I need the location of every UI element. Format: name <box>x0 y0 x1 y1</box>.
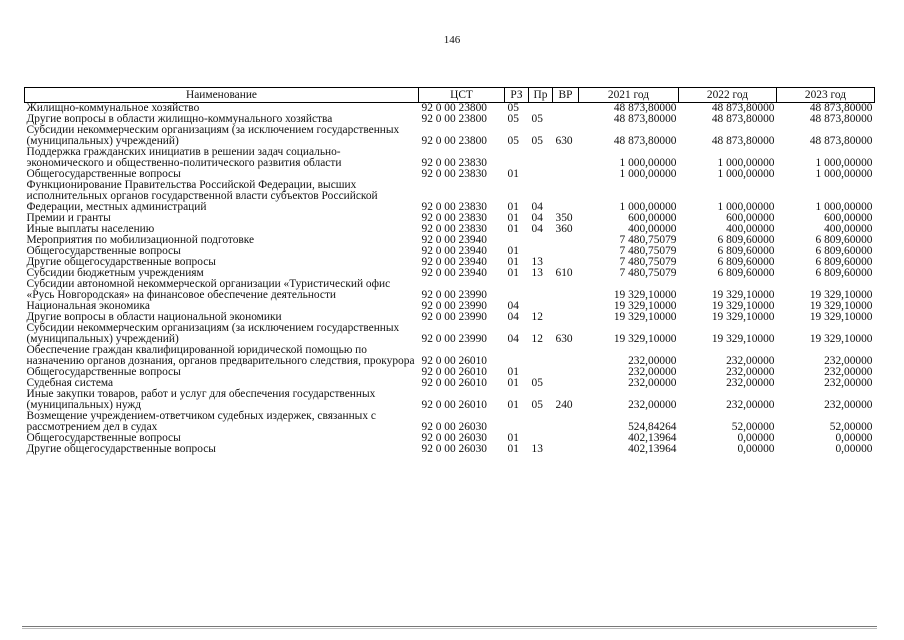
cell-2023: 48 873,80000 <box>809 135 873 147</box>
cell-2021: 48 873,80000 <box>613 113 677 125</box>
table-row <box>25 411 875 433</box>
cell-rz: 04 <box>507 333 519 345</box>
cell-rz: 01 <box>507 399 519 411</box>
cell-pr: 13 <box>531 267 543 279</box>
cell-rz: 01 <box>507 245 519 257</box>
cell-cst: 92 0 00 26030 <box>421 443 487 455</box>
cell-2021: 232,00000 <box>628 366 677 378</box>
cell-2021: 1 000,00000 <box>619 157 677 169</box>
cell-name: Общегосударственные вопросы <box>26 168 181 180</box>
cell-name: Субсидии некоммерческим организациям (за исключением государственных (муниципальных) учреждений) <box>26 124 400 147</box>
cell-cst: 92 0 00 23800 <box>421 102 487 114</box>
header-2023: 2023 год <box>777 88 875 103</box>
cell-name: Жилищно-коммунальное хозяйство <box>26 102 200 114</box>
cell-cst: 92 0 00 23990 <box>421 311 487 323</box>
cell-vr <box>553 235 579 246</box>
cell-vr <box>553 378 579 389</box>
cell-2023: 400,00000 <box>824 223 873 235</box>
cell-rz: 01 <box>507 267 519 279</box>
cell-name: Национальная экономика <box>26 300 150 312</box>
cell-rz: 01 <box>507 432 519 444</box>
cell-cst: 92 0 00 23830 <box>421 168 487 180</box>
cell-rz <box>505 279 529 301</box>
cell-rz: 01 <box>507 223 519 235</box>
cell-2023: 0,00000 <box>835 443 873 455</box>
cell-cst: 92 0 00 23800 <box>421 135 487 147</box>
cell-cst: 92 0 00 26030 <box>421 432 487 444</box>
cell-vr <box>553 279 579 301</box>
cell-cst: 92 0 00 26010 <box>421 366 487 378</box>
cell-2021: 19 329,10000 <box>613 311 677 323</box>
cell-name: Другие общегосударственные вопросы <box>26 443 216 455</box>
cell-2023: 52,00000 <box>829 421 873 433</box>
cell-2021: 7 480,75079 <box>619 267 677 279</box>
table-row <box>25 125 875 147</box>
cell-2022: 6 809,60000 <box>717 245 775 257</box>
cell-2023: 6 809,60000 <box>815 256 873 268</box>
cell-2023: 6 809,60000 <box>815 267 873 279</box>
cell-2023: 19 329,10000 <box>809 289 873 301</box>
cell-2022: 232,00000 <box>726 377 775 389</box>
cell-2023: 0,00000 <box>835 432 873 444</box>
cell-2021: 48 873,80000 <box>613 135 677 147</box>
table-row <box>25 444 875 455</box>
cell-2021: 402,13964 <box>628 432 677 444</box>
cell-2023: 48 873,80000 <box>809 113 873 125</box>
cell-name: Субсидии бюджетным учреждениям <box>26 267 204 279</box>
cell-2022: 48 873,80000 <box>711 113 775 125</box>
header-2022: 2022 год <box>679 88 777 103</box>
cell-cst: 92 0 00 23830 <box>421 157 487 169</box>
cell-2023: 19 329,10000 <box>809 311 873 323</box>
cell-pr <box>529 235 553 246</box>
cell-pr <box>529 147 553 169</box>
cell-2022: 0,00000 <box>737 432 775 444</box>
cell-2021: 232,00000 <box>628 399 677 411</box>
cell-vr <box>553 301 579 312</box>
cell-pr: 04 <box>531 212 543 224</box>
cell-2023: 48 873,80000 <box>809 102 873 114</box>
cell-2023: 19 329,10000 <box>809 333 873 345</box>
cell-vr: 350 <box>555 212 573 224</box>
cell-rz <box>505 345 529 367</box>
table-row <box>25 389 875 411</box>
cell-2021: 7 480,75079 <box>619 234 677 246</box>
cell-cst: 92 0 00 26010 <box>421 355 487 367</box>
cell-2022: 232,00000 <box>726 399 775 411</box>
cell-2021: 7 480,75079 <box>619 256 677 268</box>
cell-name: Иные закупки товаров, работ и услуг для обеспечения государственных (муниципальных) нужд <box>26 388 376 411</box>
cell-2021: 1 000,00000 <box>619 201 677 213</box>
cell-2021: 7 480,75079 <box>619 245 677 257</box>
cell-rz: 01 <box>507 201 519 213</box>
cell-cst: 92 0 00 26010 <box>421 399 487 411</box>
cell-pr: 04 <box>531 223 543 235</box>
table-row <box>25 345 875 367</box>
cell-2022: 19 329,10000 <box>711 300 775 312</box>
header-pr: Пр <box>529 88 553 103</box>
cell-cst: 92 0 00 23990 <box>421 300 487 312</box>
cell-pr <box>529 279 553 301</box>
bottom-rule-shadow <box>22 628 877 629</box>
cell-name: Судебная система <box>26 377 114 389</box>
cell-pr <box>529 345 553 367</box>
cell-2022: 400,00000 <box>726 223 775 235</box>
cell-vr <box>553 411 579 433</box>
cell-vr <box>553 367 579 378</box>
cell-pr: 12 <box>531 333 543 345</box>
cell-rz: 04 <box>507 311 519 323</box>
cell-rz: 05 <box>507 113 519 125</box>
cell-vr <box>553 103 579 115</box>
cell-2021: 232,00000 <box>628 377 677 389</box>
cell-pr: 12 <box>531 311 543 323</box>
cell-cst: 92 0 00 23800 <box>421 113 487 125</box>
cell-rz <box>505 147 529 169</box>
cell-2021: 600,00000 <box>628 212 677 224</box>
cell-rz <box>505 411 529 433</box>
cell-2023: 1 000,00000 <box>815 201 873 213</box>
cell-vr: 610 <box>555 267 573 279</box>
cell-name: Общегосударственные вопросы <box>26 432 181 444</box>
cell-vr <box>553 444 579 455</box>
cell-cst: 92 0 00 23990 <box>421 333 487 345</box>
cell-2023: 6 809,60000 <box>815 234 873 246</box>
cell-vr <box>553 433 579 444</box>
cell-name: Функционирование Правительства Российской Федерации, высших исполнительных органов государственной власти субъектов Российской Федерации, местных администраций <box>26 179 378 213</box>
cell-2023: 232,00000 <box>824 377 873 389</box>
header-rz: РЗ <box>505 88 529 103</box>
budget-table <box>24 87 875 455</box>
cell-cst: 92 0 00 23940 <box>421 245 487 257</box>
cell-vr <box>553 312 579 323</box>
cell-vr <box>553 147 579 169</box>
cell-name: Поддержка гражданских инициатив в решении задач социально-экономического и общественно-политического развития области <box>26 146 342 169</box>
cell-2022: 48 873,80000 <box>711 102 775 114</box>
cell-2022: 1 000,00000 <box>717 201 775 213</box>
cell-pr: 13 <box>531 256 543 268</box>
cell-vr <box>553 180 579 213</box>
cell-2022: 19 329,10000 <box>711 289 775 301</box>
cell-2021: 524,84264 <box>628 421 677 433</box>
header-cst: ЦСТ <box>419 88 505 103</box>
page-number: 146 <box>443 34 461 46</box>
cell-2023: 1 000,00000 <box>815 157 873 169</box>
cell-2022: 6 809,60000 <box>717 234 775 246</box>
cell-2021: 48 873,80000 <box>613 102 677 114</box>
cell-2022: 1 000,00000 <box>717 168 775 180</box>
cell-cst: 92 0 00 23940 <box>421 234 487 246</box>
cell-pr: 04 <box>531 201 543 213</box>
cell-2022: 48 873,80000 <box>711 135 775 147</box>
cell-pr: 05 <box>531 135 543 147</box>
table-row <box>25 279 875 301</box>
table-header <box>25 88 875 103</box>
cell-name: Другие вопросы в области национальной экономики <box>26 311 282 323</box>
cell-rz: 01 <box>507 212 519 224</box>
cell-2021: 232,00000 <box>628 355 677 367</box>
cell-2022: 0,00000 <box>737 443 775 455</box>
cell-pr <box>529 169 553 180</box>
cell-2023: 232,00000 <box>824 366 873 378</box>
cell-name: Общегосударственные вопросы <box>26 245 181 257</box>
cell-rz: 01 <box>507 443 519 455</box>
cell-2023: 1 000,00000 <box>815 168 873 180</box>
cell-2022: 19 329,10000 <box>711 333 775 345</box>
cell-vr: 630 <box>555 333 573 345</box>
cell-cst: 92 0 00 23830 <box>421 212 487 224</box>
cell-name: Мероприятия по мобилизационной подготовке <box>26 234 255 246</box>
cell-pr: 05 <box>531 399 543 411</box>
cell-name: Возмещение учреждением-ответчиком судебных издержек, связанных с рассмотрением дел в судах <box>26 410 376 433</box>
cell-rz: 05 <box>507 102 519 114</box>
cell-pr <box>529 411 553 433</box>
cell-cst: 92 0 00 23830 <box>421 201 487 213</box>
cell-name: Другие общегосударственные вопросы <box>26 256 216 268</box>
bottom-rule <box>22 626 877 627</box>
cell-name: Иные выплаты населению <box>26 223 155 235</box>
table-row <box>25 147 875 169</box>
cell-vr <box>553 169 579 180</box>
cell-2022: 6 809,60000 <box>717 256 775 268</box>
cell-2022: 52,00000 <box>731 421 775 433</box>
cell-vr <box>553 246 579 257</box>
table-row <box>25 180 875 213</box>
cell-cst: 92 0 00 23940 <box>421 267 487 279</box>
cell-pr: 13 <box>531 443 543 455</box>
cell-2022: 232,00000 <box>726 366 775 378</box>
cell-cst: 92 0 00 26030 <box>421 421 487 433</box>
table-row <box>25 323 875 345</box>
cell-2023: 6 809,60000 <box>815 245 873 257</box>
cell-2021: 19 329,10000 <box>613 300 677 312</box>
cell-2023: 19 329,10000 <box>809 300 873 312</box>
cell-rz: 04 <box>507 300 519 312</box>
cell-rz: 01 <box>507 256 519 268</box>
cell-2022: 600,00000 <box>726 212 775 224</box>
cell-rz: 01 <box>507 168 519 180</box>
cell-pr: 05 <box>531 377 543 389</box>
cell-2021: 19 329,10000 <box>613 333 677 345</box>
cell-vr: 240 <box>555 399 573 411</box>
cell-vr: 360 <box>555 223 573 235</box>
cell-cst: 92 0 00 23990 <box>421 289 487 301</box>
cell-2023: 600,00000 <box>824 212 873 224</box>
cell-pr: 05 <box>531 113 543 125</box>
cell-name: Субсидии автономной некоммерческой организации «Туристический офис «Русь Новгородская» на финансовое обеспечение деятельности <box>26 278 391 301</box>
cell-2022: 232,00000 <box>726 355 775 367</box>
cell-2023: 232,00000 <box>824 355 873 367</box>
cell-cst: 92 0 00 23940 <box>421 256 487 268</box>
cell-2022: 19 329,10000 <box>711 311 775 323</box>
cell-cst: 92 0 00 23830 <box>421 223 487 235</box>
header-2021: 2021 год <box>579 88 679 103</box>
cell-2021: 402,13964 <box>628 443 677 455</box>
header-name: Наименование <box>25 88 419 103</box>
cell-2021: 1 000,00000 <box>619 168 677 180</box>
cell-vr <box>553 345 579 367</box>
cell-2022: 1 000,00000 <box>717 157 775 169</box>
table-body <box>25 103 875 456</box>
cell-vr <box>553 114 579 125</box>
cell-2021: 19 329,10000 <box>613 289 677 301</box>
cell-name: Общегосударственные вопросы <box>26 366 181 378</box>
cell-2023: 232,00000 <box>824 399 873 411</box>
cell-cst: 92 0 00 26010 <box>421 377 487 389</box>
cell-rz: 01 <box>507 377 519 389</box>
cell-name: Обеспечение граждан квалифицированной юридической помощью по назначению органов дознания, органов предварительного следствия, прокурора <box>26 344 415 367</box>
cell-rz: 05 <box>507 135 519 147</box>
cell-2021: 400,00000 <box>628 223 677 235</box>
cell-name: Премии и гранты <box>26 212 111 224</box>
cell-rz: 01 <box>507 366 519 378</box>
budget-table-container <box>24 87 874 455</box>
cell-name: Другие вопросы в области жилищно-коммунального хозяйства <box>26 113 333 125</box>
cell-vr: 630 <box>555 135 573 147</box>
header-vr: ВР <box>553 88 579 103</box>
cell-2022: 6 809,60000 <box>717 267 775 279</box>
cell-name: Субсидии некоммерческим организациям (за исключением государственных (муниципальных) учреждений) <box>26 322 400 345</box>
